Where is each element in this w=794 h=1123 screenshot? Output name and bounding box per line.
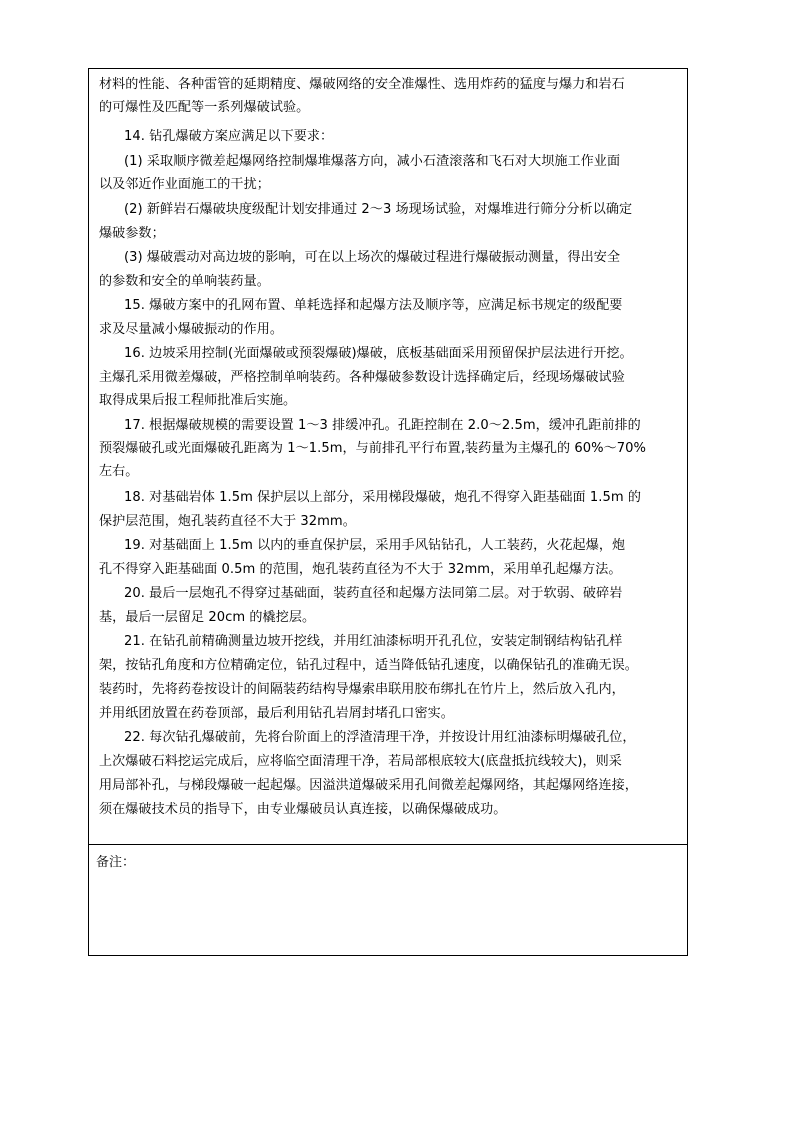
item-heading-16: 16. 边坡采用控制(光面爆破或预裂爆破)爆破，底板基础面采用预留保护层法进行开挖。 — [124, 346, 633, 361]
text-line: 并用纸团放置在药卷顶部，最后利用钻孔岩屑封堵孔口密实。 — [99, 706, 454, 721]
text-line: 用局部补孔，与梯段爆破一起起爆。因溢洪道爆破采用孔间微差起爆网络，其起爆网络连接， — [99, 778, 638, 793]
item-heading-22: 22. 每次钻孔爆破前，先将台阶面上的浮渣清理干净，并按设计用红油漆标明爆破孔位， — [124, 730, 636, 745]
notes-label: 备注： — [96, 855, 136, 870]
notes-cell — [89, 845, 687, 955]
item-heading-15: 15. 爆破方案中的孔网布置、单耗选择和起爆方法及顺序等，应满足标书规定的级配要 — [124, 298, 623, 313]
text-line: 孔不得穿入距基础面 0.5m 的范围，炮孔装药直径为不大于 32mm，采用单孔起爆方法。 — [99, 562, 622, 577]
text-line: 取得成果后报工程师批准后实施。 — [99, 393, 297, 408]
text-line: 以及邻近作业面施工的干扰； — [99, 177, 270, 192]
content-cell — [89, 69, 687, 845]
text-line: 须在爆破技术员的指导下，由专业爆破员认真连接，以确保爆破成功。 — [99, 802, 507, 817]
text-line: 架，按钻孔角度和方位精确定位，钻孔过程中，适当降低钻孔速度，以确保钻孔的准确无误。 — [99, 658, 638, 673]
item-heading-17: 17. 根据爆破规模的需要设置 1～3 排缓冲孔。孔距控制在 2.0～2.5m，缓冲孔距前排的 — [124, 418, 641, 433]
text-line: 装药时，先将药卷按设计的间隔装药结构导爆索串联用胶布绑扎在竹片上，然后放入孔内， — [99, 682, 625, 697]
text-line: 材料的性能、各种雷管的延期精度、爆破网络的安全准爆性、选用炸药的猛度与爆力和岩石 — [99, 77, 625, 92]
text-line: (2) 新鲜岩石爆破块度级配计划安排通过 2～3 场现场试验，对爆堆进行筛分分析以确定 — [124, 202, 633, 217]
text-line: 的参数和安全的单响装药量。 — [99, 274, 270, 289]
item-heading-21: 21. 在钻孔前精确测量边坡开挖线，并用红油漆标明开孔孔位，安装定制钢结构钻孔样 — [124, 634, 623, 649]
text-line: 左右。 — [99, 464, 139, 479]
text-line: 爆破参数； — [99, 226, 165, 241]
item-heading-14: 14. 钻孔爆破方案应满足以下要求： — [124, 129, 334, 144]
item-heading-18: 18. 对基础岩体 1.5m 保护层以上部分，采用梯段爆破，炮孔不得穿入距基础面 1.5m 的 — [124, 490, 642, 505]
text-line: (1) 采取顺序微差起爆网络控制爆堆爆落方向，减小石渣滚落和飞石对大坝施工作业面 — [124, 154, 621, 169]
document-table — [88, 68, 688, 956]
text-line: 保护层范围，炮孔装药直径不大于 32mm。 — [99, 514, 356, 529]
text-line: 主爆孔采用微差爆破，严格控制单响装药。各种爆破参数设计选择确定后，经现场爆破试验 — [99, 370, 625, 385]
item-heading-19: 19. 对基础面上 1.5m 以内的垂直保护层，采用手风钻钻孔，人工装药，火花起爆，炮 — [124, 538, 626, 553]
text-line: (3) 爆破震动对高边坡的影响，可在以上场次的爆破过程进行爆破振动测量，得出安全 — [124, 250, 621, 265]
item-heading-20: 20. 最后一层炮孔不得穿过基础面，装药直径和起爆方法同第二层。对于软弱、破碎岩 — [124, 586, 623, 601]
text-line: 基，最后一层留足 20cm 的橇挖层。 — [99, 610, 316, 625]
text-line: 上次爆破石料挖运完成后，应将临空面清理干净，若局部根底较大(底盘抵抗线较大)，则采 — [99, 754, 622, 769]
text-line: 预裂爆破孔或光面爆破孔距离为 1～1.5m，与前排孔平行布置,装药量为主爆孔的 60%～70% — [99, 441, 647, 456]
text-line: 的可爆性及匹配等一系列爆破试验。 — [99, 100, 310, 115]
text-line: 求及尽量减小爆破振动的作用。 — [99, 322, 284, 337]
